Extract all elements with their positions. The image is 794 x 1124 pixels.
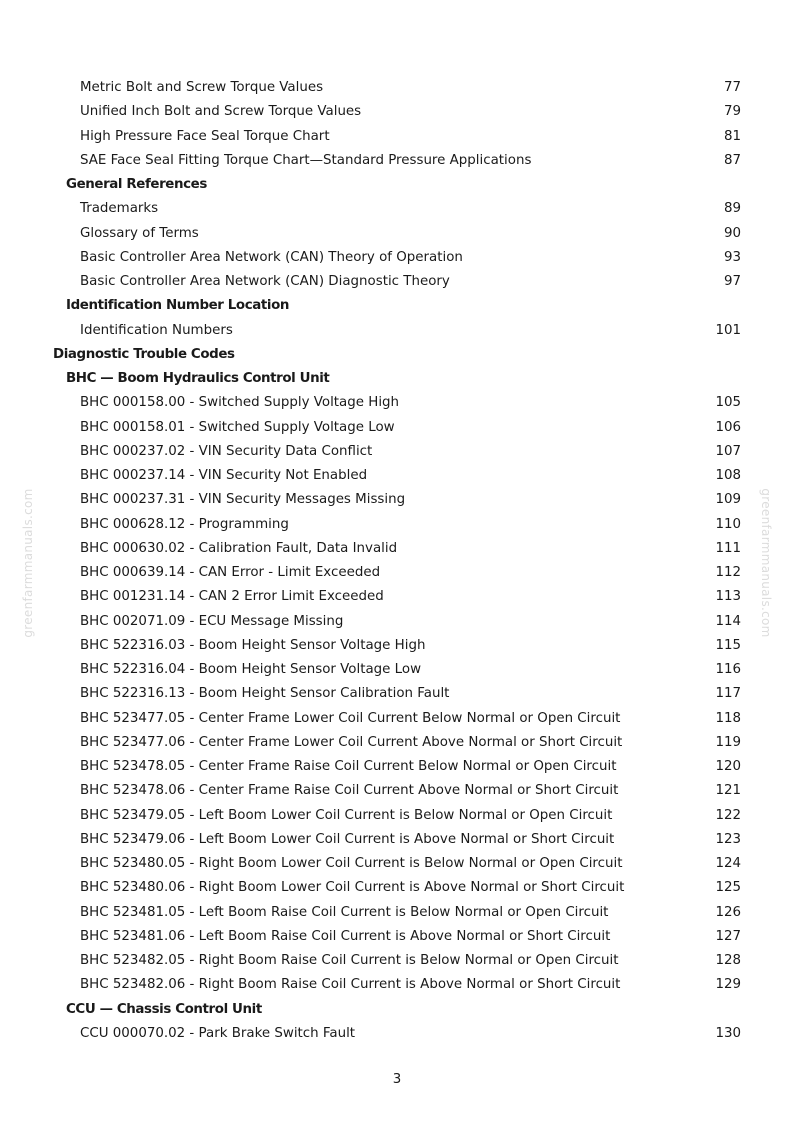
toc-entry [0, 973, 794, 997]
toc-entry [0, 513, 794, 537]
toc-entry-page: 123 [715, 831, 741, 847]
toc-entry-page: 114 [715, 613, 741, 629]
toc-entry-title: BHC 523481.06 - Left Boom Raise Coil Current is Above Normal or Short Circuit [80, 928, 611, 944]
toc-heading [0, 343, 794, 367]
toc-entry [0, 852, 794, 876]
toc-heading [0, 998, 794, 1022]
toc-entry [0, 416, 794, 440]
toc-entry-title: BHC 523480.06 - Right Boom Lower Coil Current is Above Normal or Short Circuit [80, 880, 625, 896]
toc-entry-title: BHC 523481.05 - Left Boom Raise Coil Current is Below Normal or Open Circuit [80, 904, 609, 920]
toc-entry-title: BHC 000628.12 - Programming [80, 516, 289, 532]
toc-entry-title: General References [66, 177, 207, 192]
toc-entry [0, 682, 794, 706]
toc-entry-page: 90 [723, 225, 741, 241]
toc-entry-title: Basic Controller Area Network (CAN) Diagnostic Theory [80, 274, 450, 289]
toc-entry-title: BHC 523477.05 - Center Frame Lower Coil Current Below Normal or Open Circuit [80, 710, 621, 726]
toc-entry-title: BHC 522316.04 - Boom Height Sensor Voltage Low [80, 662, 422, 677]
toc-entry-page: 117 [715, 686, 741, 702]
toc-entry-title: BHC 001231.14 - CAN 2 Error Limit Exceeded [80, 589, 384, 605]
toc-entry [0, 488, 794, 512]
toc-entry-title: Glossary of Terms [80, 225, 199, 241]
toc-entry-title: BHC 000639.14 - CAN Error - Limit Exceeded [80, 565, 381, 580]
toc-entry-page: 81 [723, 128, 741, 144]
toc-entry [0, 246, 794, 270]
toc-entry [0, 440, 794, 464]
toc-entry [0, 197, 794, 221]
toc-entry-title: BHC 523477.06 - Center Frame Lower Coil Current Above Normal or Short Circuit [80, 734, 623, 750]
watermark-right: greenfarmmanuals.com [759, 488, 773, 638]
toc-entry-title: BHC 000630.02 - Calibration Fault, Data Invalid [80, 540, 398, 556]
toc-entry-title: BHC 000158.00 - Switched Supply Voltage High [80, 395, 400, 411]
toc-entry [0, 391, 794, 415]
toc-entry-page: 109 [715, 492, 741, 508]
toc-entry [0, 464, 794, 488]
toc-entry-page: 115 [715, 637, 741, 653]
toc-entry-title: BHC 522316.03 - Boom Height Sensor Voltage High [80, 637, 426, 653]
toc-entry-title: Basic Controller Area Network (CAN) Theory of Operation [80, 249, 463, 265]
toc-entry-page: 111 [715, 540, 741, 556]
toc-entry-title: CCU — Chassis Control Unit [66, 1001, 262, 1017]
toc-entry-title: BHC 523482.05 - Right Boom Raise Coil Current is Below Normal or Open Circuit [80, 953, 619, 968]
toc-entry-page: 107 [715, 443, 741, 459]
toc-entry-page: 130 [715, 1025, 741, 1041]
table-of-contents [0, 76, 794, 1046]
toc-entry [0, 319, 794, 343]
toc-entry [0, 779, 794, 803]
toc-entry-page: 87 [723, 152, 741, 168]
toc-entry-title: Metric Bolt and Screw Torque Values [80, 80, 324, 95]
toc-entry-title: BHC 523478.06 - Center Frame Raise Coil Current Above Normal or Short Circuit [80, 783, 619, 799]
toc-entry-page: 101 [715, 322, 741, 338]
toc-heading [0, 367, 794, 391]
toc-entry-page: 125 [715, 880, 741, 896]
toc-entry-title: BHC 523479.05 - Left Boom Lower Coil Current is Below Normal or Open Circuit [80, 807, 613, 823]
toc-entry-title: BHC 000237.02 - VIN Security Data Conflict [80, 443, 373, 459]
watermark-left: greenfarmmanuals.com [21, 488, 35, 638]
toc-entry [0, 755, 794, 779]
toc-entry [0, 100, 794, 124]
toc-entry [0, 707, 794, 731]
toc-entry [0, 610, 794, 634]
toc-entry-page: 108 [715, 468, 741, 483]
toc-entry [0, 561, 794, 585]
toc-entry-title: BHC 000237.31 - VIN Security Messages Missing [80, 492, 406, 508]
toc-entry-page: 120 [715, 759, 741, 774]
toc-entry [0, 222, 794, 246]
toc-heading [0, 173, 794, 197]
toc-heading [0, 294, 794, 318]
toc-entry [0, 876, 794, 900]
toc-entry [0, 537, 794, 561]
toc-entry-title: CCU 000070.02 - Park Brake Switch Fault [80, 1025, 356, 1041]
toc-entry [0, 634, 794, 658]
toc-entry-title: SAE Face Seal Fitting Torque Chart—Standard Pressure Applications [80, 152, 532, 168]
toc-entry-title: Unified Inch Bolt and Screw Torque Values [80, 104, 362, 120]
toc-entry [0, 76, 794, 100]
toc-entry-page: 129 [715, 977, 741, 993]
toc-entry-page: 112 [715, 565, 741, 580]
toc-entry-title: Trademarks [80, 201, 159, 217]
toc-entry [0, 731, 794, 755]
toc-entry [0, 828, 794, 852]
toc-entry-page: 118 [715, 710, 741, 726]
toc-entry [0, 125, 794, 149]
toc-entry-page: 110 [715, 516, 741, 532]
toc-entry-page: 116 [715, 662, 741, 677]
toc-entry [0, 804, 794, 828]
toc-entry [0, 149, 794, 173]
toc-entry-title: BHC 002071.09 - ECU Message Missing [80, 613, 344, 629]
toc-entry-page: 106 [715, 419, 741, 435]
toc-entry [0, 585, 794, 609]
toc-entry-page: 79 [723, 104, 741, 120]
toc-entry-title: BHC 523482.06 - Right Boom Raise Coil Current is Above Normal or Short Circuit [80, 977, 621, 993]
toc-entry-title: Identification Numbers [80, 322, 233, 338]
toc-entry [0, 901, 794, 925]
toc-entry-title: High Pressure Face Seal Torque Chart [80, 128, 330, 144]
toc-entry-page: 77 [723, 80, 741, 95]
toc-entry-page: 89 [723, 201, 741, 217]
toc-entry [0, 949, 794, 973]
toc-entry-title: BHC — Boom Hydraulics Control Unit [66, 371, 330, 386]
toc-entry-page: 122 [715, 807, 741, 823]
toc-entry [0, 658, 794, 682]
toc-entry-title: BHC 522316.13 - Boom Height Sensor Calibration Fault [80, 686, 450, 702]
toc-entry-page: 126 [715, 904, 741, 920]
toc-entry-page: 121 [715, 783, 741, 799]
toc-entry-title: BHC 523479.06 - Left Boom Lower Coil Current is Above Normal or Short Circuit [80, 831, 615, 847]
toc-entry-page: 127 [715, 928, 741, 944]
toc-entry-title: Identification Number Location [66, 298, 290, 314]
toc-entry-page: 119 [715, 734, 741, 750]
toc-entry [0, 270, 794, 294]
toc-entry-page: 105 [715, 395, 741, 411]
toc-entry-page: 124 [715, 856, 741, 871]
toc-entry-title: BHC 523478.05 - Center Frame Raise Coil Current Below Normal or Open Circuit [80, 759, 617, 774]
toc-entry [0, 925, 794, 949]
page-number: 3 [392, 1072, 402, 1087]
toc-entry-title: BHC 523480.05 - Right Boom Lower Coil Current is Below Normal or Open Circuit [80, 856, 623, 871]
toc-entry-title: Diagnostic Trouble Codes [53, 346, 235, 362]
toc-entry-page: 97 [723, 274, 741, 289]
toc-entry-title: BHC 000158.01 - Switched Supply Voltage Low [80, 419, 395, 435]
toc-entry-page: 128 [715, 953, 741, 968]
toc-entry-page: 93 [723, 249, 741, 265]
toc-entry-title: BHC 000237.14 - VIN Security Not Enabled [80, 468, 368, 483]
toc-entry [0, 1022, 794, 1046]
toc-entry-page: 113 [715, 589, 741, 605]
